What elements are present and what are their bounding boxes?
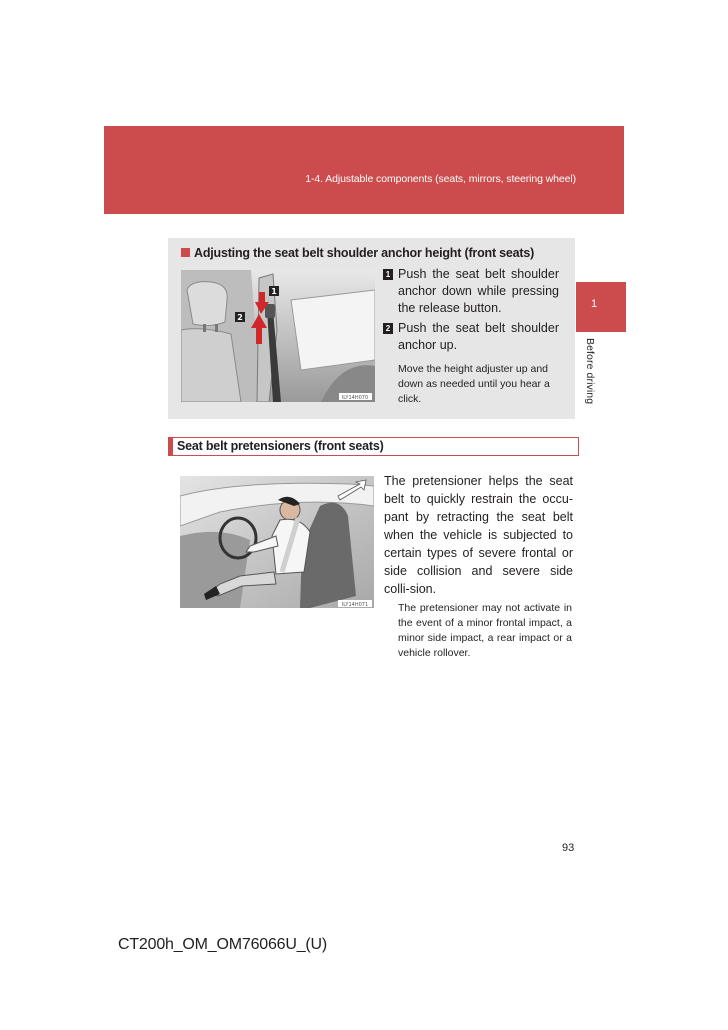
pretensioner-title: Seat belt pretensioners (front seats) (177, 439, 384, 453)
chapter-tab[interactable] (576, 282, 626, 332)
image-code-1: ILY14H070 (341, 395, 369, 401)
anchor-adjust-heading: Adjusting the seat belt shoulder anchor height (front seats) (181, 246, 534, 260)
pretensioner-note: The pretensioner may not activate in the event of a minor frontal impact, a minor side impact, a rear impact or a vehicle rollover. (398, 602, 572, 659)
pretensioner-body: The pretensioner helps the seat belt to quickly restrain the occu-pant by retracting the seat belt when the vehicle is subjected to certain types of severe frontal or side collision and severe side colli-sion. (384, 474, 573, 596)
header-band (104, 126, 624, 214)
seatbelt-anchor-illustration (181, 270, 375, 402)
image-callout-2: 2 (237, 313, 243, 322)
steps-list (383, 266, 559, 407)
pretensioner-illustration (180, 476, 374, 608)
step-number-1: 1 (383, 269, 393, 280)
anchor-adjust-box (168, 238, 575, 419)
square-bullet-icon (181, 248, 190, 257)
section-header-title: 1-4. Adjustable components (seats, mirrors, steering wheel) (305, 173, 576, 185)
footer-code: CT200h_OM_OM76066U_(U) (118, 936, 328, 953)
image-callout-1: 1 (271, 287, 277, 296)
chapter-number: 1 (591, 298, 598, 310)
adjust-note: Move the height adjuster up and down as needed until you hear a click. (398, 363, 550, 405)
chapter-label: Before driving (584, 338, 596, 405)
pretensioner-section-bar (168, 437, 579, 456)
page-number: 93 (562, 842, 575, 854)
step-1: 1 Push the seat belt shoulder anchor down while pressing the release button. (383, 266, 559, 317)
step-number-2: 2 (383, 323, 393, 334)
step-2: 2 Push the seat belt shoulder anchor up. (383, 320, 559, 354)
image-code-2: ILY14H071 (341, 602, 369, 608)
